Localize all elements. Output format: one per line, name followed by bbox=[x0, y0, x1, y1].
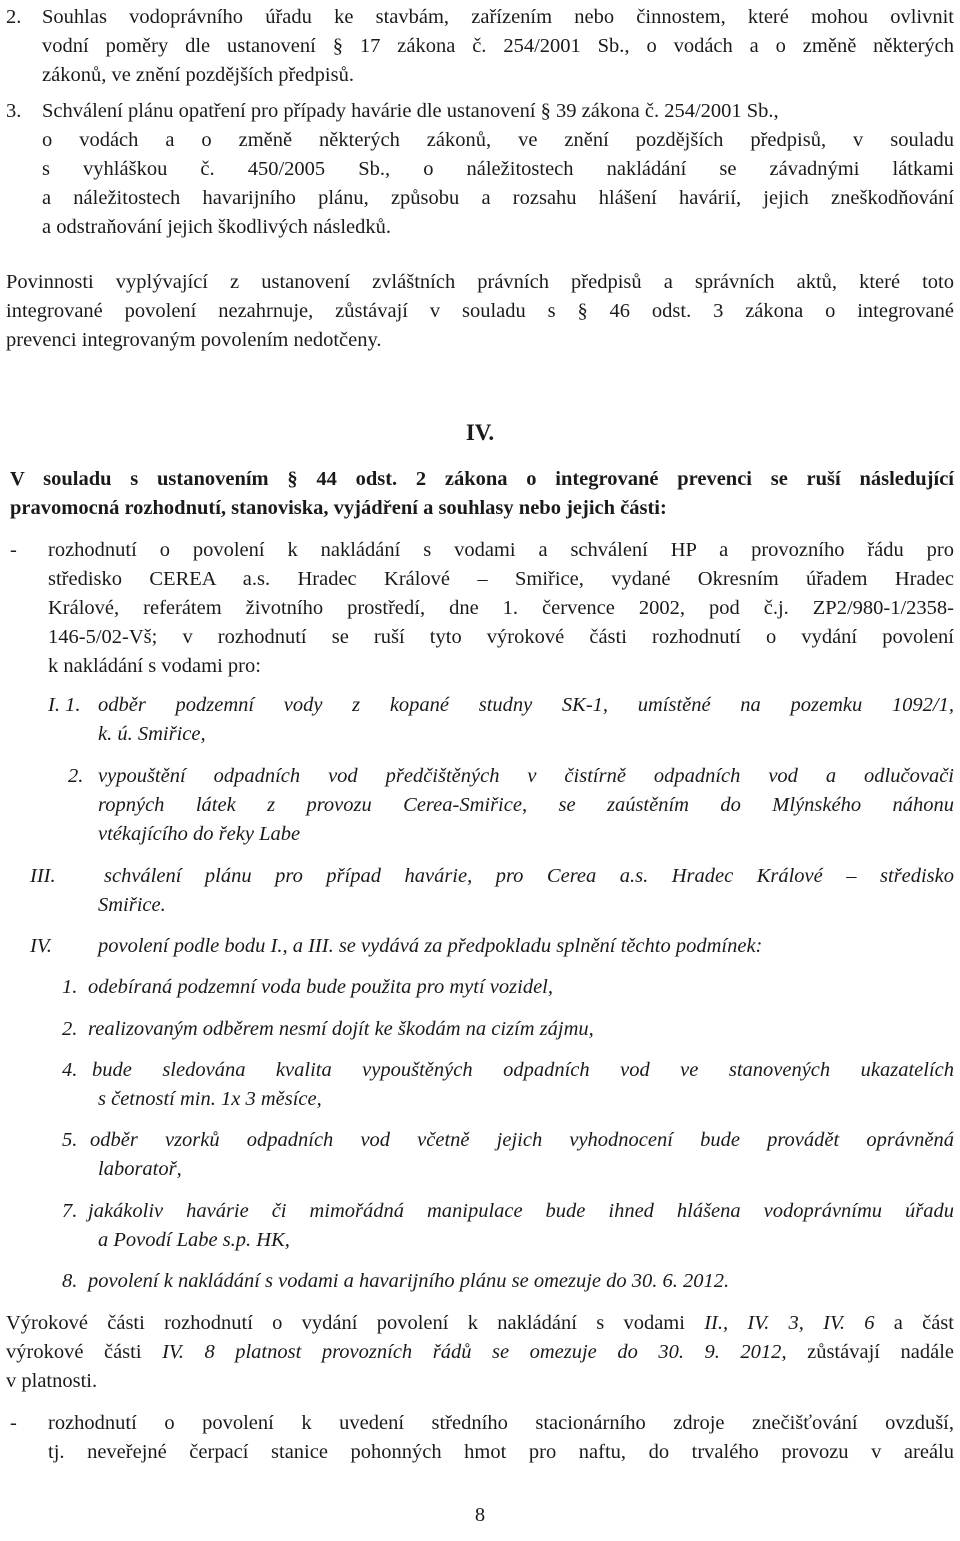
dash-bullet: - bbox=[10, 1412, 17, 1434]
paragraph-line: v platnosti. bbox=[6, 1370, 98, 1392]
text-line: a odstraňování jejich škodlivých následků. bbox=[42, 216, 391, 238]
section-intro-line: V souladu s ustanovením § 44 odst. 2 zákona o integrované prevenci se ruší následující bbox=[10, 468, 954, 490]
section-heading: IV. bbox=[465, 420, 495, 445]
text-line: Schválení plánu opatření pro případy havárie dle ustanovení § 39 zákona č. 254/2001 Sb., bbox=[42, 100, 779, 122]
sub-item-label: I. 1. bbox=[48, 694, 81, 716]
sub-item-label: III. bbox=[30, 865, 56, 887]
condition-number: 7. bbox=[62, 1200, 78, 1222]
text-line: 146-5/02-Vš; v rozhodnutí se ruší tyto výrokové části rozhodnutí o vydání povolení bbox=[48, 626, 954, 648]
text-line: vtékajícího do řeky Labe bbox=[98, 823, 301, 845]
text-line: schválení plánu pro případ havárie, pro Cerea a.s. Hradec Králové – středisko bbox=[104, 865, 954, 887]
text-line: k nakládání s vodami pro: bbox=[48, 655, 261, 677]
sub-item-label: IV. bbox=[30, 935, 52, 957]
text-line: s četností min. 1x 3 měsíce, bbox=[98, 1088, 322, 1110]
paragraph-line bbox=[6, 1309, 954, 1338]
text-line: vodní poměry dle ustanovení § 17 zákona č. 254/2001 Sb., o vodách a o změně některých bbox=[42, 35, 954, 57]
text-line: odběr vzorků odpadních vod včetně jejich vyhodnocení bude provádět oprávněná bbox=[90, 1129, 954, 1151]
text-line: středisko CEREA a.s. Hradec Králové – Smiřice, vydané Okresním úřadem Hradec bbox=[48, 568, 954, 590]
text-line: k. ú. Smiřice, bbox=[98, 723, 206, 745]
list-number: 2. bbox=[6, 6, 22, 28]
text-span-italic: IV. 8 platnost provozních řádů se omezuje do 30. 9. 2012 bbox=[162, 1341, 782, 1363]
text-line: Králové, referátem životního prostředí, dne 1. července 2002, pod č.j. ZP2/980-1/2358- bbox=[48, 597, 954, 619]
text-line: povolení k nakládání s vodami a havarijního plánu se omezuje do 30. 6. 2012. bbox=[88, 1270, 730, 1292]
paragraph-line: Povinnosti vyplývající z ustanovení zvláštních právních předpisů a správních aktů, které toto bbox=[6, 271, 954, 293]
text-span-italic: II., IV. 3, IV. 6 bbox=[704, 1312, 875, 1334]
text-line: rozhodnutí o povolení k nakládání s vodami a schválení HP a provozního řádu pro bbox=[48, 539, 954, 561]
section-intro-line: pravomocná rozhodnutí, stanoviska, vyjádření a souhlasy nebo jejich části: bbox=[10, 497, 667, 519]
text-line: a náležitostech havarijního plánu, způsobu a rozsahu hlášení havárií, jejich zneškodňování bbox=[42, 187, 954, 209]
text-line: povolení podle bodu I., a III. se vydává za předpokladu splnění těchto podmínek: bbox=[98, 935, 763, 957]
text-line: odebíraná podzemní voda bude použita pro mytí vozidel, bbox=[88, 976, 553, 998]
text-line: Smiřice. bbox=[98, 894, 166, 916]
dash-bullet: - bbox=[10, 539, 17, 561]
text-line: s vyhláškou č. 450/2005 Sb., o náležitostech nakládání se závadnými látkami bbox=[42, 158, 954, 180]
condition-number: 8. bbox=[62, 1270, 78, 1292]
text-line: bude sledována kvalita vypouštěných odpadních vod ve stanovených ukazatelích bbox=[92, 1059, 954, 1081]
text-line: realizovaným odběrem nesmí dojít ke škodám na cizím zájmu, bbox=[88, 1018, 594, 1040]
text-line: vypouštění odpadních vod předčištěných v čistírně odpadních vod a odlučovači bbox=[98, 765, 954, 787]
text-span: výrokové části bbox=[6, 1341, 163, 1363]
condition-number: 1. bbox=[62, 976, 78, 998]
text-span: a část bbox=[874, 1312, 954, 1334]
page-number: 8 bbox=[474, 1504, 486, 1526]
paragraph-line: integrované povolení nezahrnuje, zůstávají v souladu s § 46 odst. 3 zákona o integrované bbox=[6, 300, 954, 322]
condition-number: 4. bbox=[62, 1059, 78, 1081]
text-line: zákonů, ve znění pozdějších předpisů. bbox=[42, 64, 354, 86]
text-line: jakákoliv havárie či mimořádná manipulace bude ihned hlášena vodoprávnímu úřadu bbox=[88, 1200, 954, 1222]
text-line: laboratoř, bbox=[98, 1158, 182, 1180]
condition-number: 5. bbox=[62, 1129, 78, 1151]
text-line: o vodách a o změně některých zákonů, ve znění pozdějších předpisů, v souladu bbox=[42, 129, 954, 151]
text-span: Výrokové části rozhodnutí o vydání povolení k nakládání s vodami bbox=[6, 1312, 705, 1334]
text-line: tj. neveřejné čerpací stanice pohonných hmot pro naftu, do trvalého provozu v areálu bbox=[48, 1441, 954, 1463]
sub-item-label: 2. bbox=[68, 765, 84, 787]
paragraph-line bbox=[6, 1338, 954, 1367]
condition-number: 2. bbox=[62, 1018, 78, 1040]
text-line: rozhodnutí o povolení k uvedení středního stacionárního zdroje znečišťování ovzduší, bbox=[48, 1412, 954, 1434]
text-span: , zůstávají nadále bbox=[781, 1341, 954, 1363]
paragraph-line: prevenci integrovaným povolením nedotčeny. bbox=[6, 329, 382, 351]
text-line: a Povodí Labe s.p. HK, bbox=[98, 1229, 290, 1251]
text-line: ropných látek z provozu Cerea-Smiřice, se zaústěním do Mlýnského náhonu bbox=[98, 794, 954, 816]
text-line: odběr podzemní vody z kopané studny SK-1, umístěné na pozemku 1092/1, bbox=[98, 694, 954, 716]
text-line: Souhlas vodoprávního úřadu ke stavbám, zařízením nebo činnostem, které mohou ovlivnit bbox=[42, 6, 954, 28]
list-number: 3. bbox=[6, 100, 22, 122]
